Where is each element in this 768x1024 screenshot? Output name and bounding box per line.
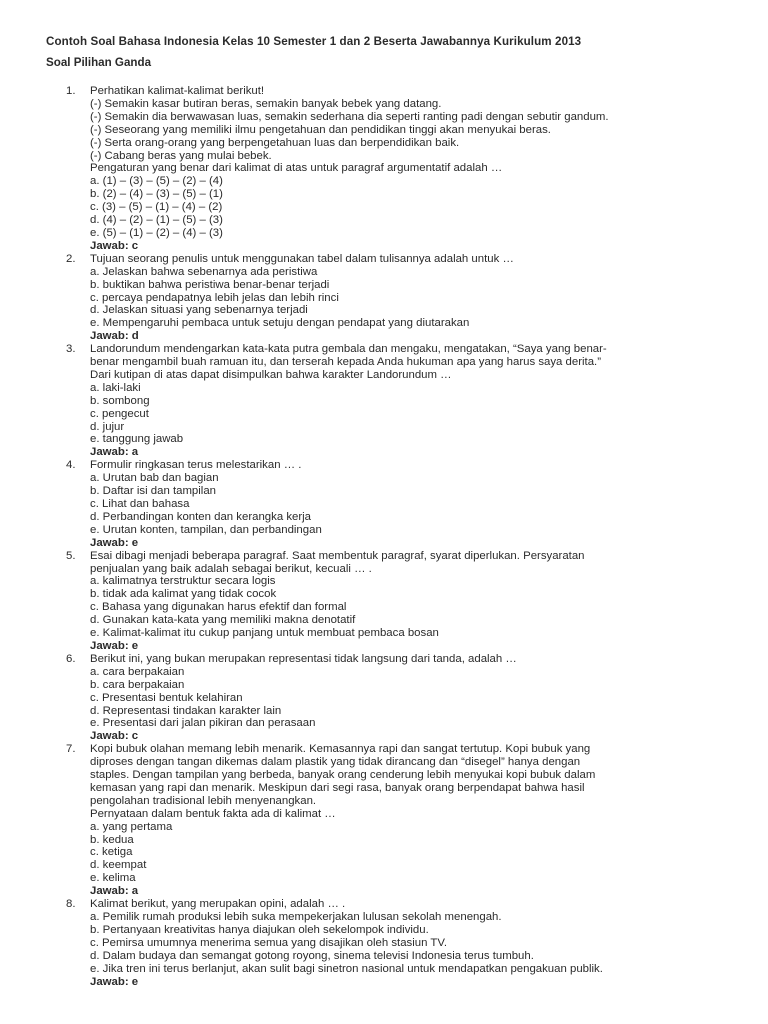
answer-key: Jawab: c bbox=[90, 730, 139, 743]
answer-key: Jawab: e bbox=[90, 639, 139, 652]
answer-option: c. ketiga bbox=[90, 846, 133, 859]
question-number: 3. bbox=[66, 343, 76, 356]
answer-option: b. cara berpakaian bbox=[90, 678, 185, 691]
question-stem: Tujuan seorang penulis untuk menggunakan tabel dalam tulisannya adalah untuk … bbox=[90, 252, 514, 265]
question-statement: (-) Serta orang-orang yang berpengetahuan luas dan berpendidikan baik. bbox=[90, 136, 460, 149]
question-stem: Perhatikan kalimat-kalimat berikut! bbox=[90, 85, 265, 97]
answer-option: d. Dalam budaya dan semangat gotong royong, sinema televisi Indonesia terus tumbuh. bbox=[90, 949, 534, 962]
answer-key: Jawab: c bbox=[90, 239, 139, 252]
answer-key: Jawab: e bbox=[90, 536, 139, 549]
question-stem: Kalimat berikut, yang merupakan opini, adalah … . bbox=[90, 898, 346, 911]
question-stem: Landorundum mendengarkan kata-kata putra gembala dan mengaku, mengatakan, “Saya yang benar- bbox=[90, 343, 607, 356]
question-stem: benar mengambil buah ramuan itu, dan terserah kepada Anda hukuman apa yang harus saya derita.” bbox=[90, 356, 602, 369]
question-number: 1. bbox=[66, 85, 76, 97]
question-item bbox=[66, 653, 746, 743]
answer-option: c. (3) – (5) – (1) – (4) – (2) bbox=[90, 201, 223, 214]
answer-option: b. Daftar isi dan tampilan bbox=[90, 485, 216, 498]
answer-key: Jawab: a bbox=[90, 885, 139, 898]
question-number: 2. bbox=[66, 252, 76, 265]
question-number: 8. bbox=[66, 898, 76, 911]
question-statement: Pengaturan yang benar dari kalimat di atas untuk paragraf argumentatif adalah … bbox=[90, 162, 503, 175]
question-item bbox=[66, 459, 746, 549]
question-item bbox=[66, 85, 746, 253]
question-stem: Esai dibagi menjadi beberapa paragraf. Saat membentuk paragraf, syarat diperlukan. Persyaratan bbox=[90, 549, 585, 562]
question-number: 6. bbox=[66, 652, 76, 665]
answer-option: e. tanggung jawab bbox=[90, 433, 184, 446]
question-stem: Berikut ini, yang bukan merupakan representasi tidak langsung dari tanda, adalah … bbox=[90, 652, 517, 665]
question-stem: kemasan yang rapi dan menarik. Meskipun dari segi rasa, banyak orang berpendapat bahwa hasil bbox=[90, 781, 585, 794]
answer-option: d. Representasi tindakan karakter lain bbox=[90, 704, 282, 717]
answer-option: e. Mempengaruhi pembaca untuk setuju dengan pendapat yang diutarakan bbox=[90, 317, 470, 330]
question-item bbox=[66, 898, 746, 988]
question-stem: diproses dengan tangan dikemas dalam plastik yang tidak dirancang dan “disegel” hanya dengan bbox=[90, 756, 581, 769]
question-number: 7. bbox=[66, 743, 76, 756]
question-stem: Kopi bubuk olahan memang lebih menarik. Kemasannya rapi dan sangat tertutup. Kopi bubuk yang bbox=[90, 743, 591, 756]
question-item bbox=[66, 550, 746, 653]
answer-option: d. jujur bbox=[90, 420, 125, 433]
answer-option: c. Bahasa yang digunakan harus efektif dan formal bbox=[90, 601, 347, 614]
answer-option: a. kalimatnya terstruktur secara logis bbox=[90, 575, 276, 588]
answer-key: Jawab: e bbox=[90, 975, 139, 988]
question-number: 5. bbox=[66, 549, 76, 562]
question-statement: (-) Semakin kasar butiran beras, semakin banyak bebek yang datang. bbox=[90, 97, 442, 110]
answer-option: b. kedua bbox=[90, 833, 134, 846]
question-number: 4. bbox=[66, 459, 76, 472]
question-stem: Dari kutipan di atas dapat disimpulkan bahwa karakter Landorundum … bbox=[90, 368, 452, 381]
question-stem: Formulir ringkasan terus melestarikan … . bbox=[90, 459, 302, 472]
question-statement: (-) Cabang beras yang mulai bebek. bbox=[90, 149, 272, 162]
question-stem: Pernyataan dalam bentuk fakta ada di kalimat … bbox=[90, 807, 336, 820]
answer-option: e. Presentasi dari jalan pikiran dan perasaan bbox=[90, 717, 316, 730]
answer-option: a. laki-laki bbox=[90, 381, 141, 394]
answer-option: c. Presentasi bentuk kelahiran bbox=[90, 691, 243, 704]
question-stem: staples. Dengan tampilan yang berbeda, banyak orang cenderung lebih menyukai kopi bubuk dalam bbox=[90, 769, 596, 782]
answer-option: c. Lihat dan bahasa bbox=[90, 498, 190, 510]
answer-option: a. cara berpakaian bbox=[90, 665, 185, 678]
answer-key: Jawab: d bbox=[90, 330, 139, 343]
answer-option: e. (5) – (1) – (2) – (4) – (3) bbox=[90, 226, 223, 239]
question-statement: (-) Semakin dia berwawasan luas, semakin sederhana dia seperti ranting padi dengan sebutir gandum. bbox=[90, 110, 609, 123]
answer-option: d. Jelaskan situasi yang sebenarnya terjadi bbox=[90, 304, 308, 317]
answer-option: c. Pemirsa umumnya menerima semua yang disajikan oleh stasiun TV. bbox=[90, 936, 448, 949]
answer-option: e. Kalimat-kalimat itu cukup panjang untuk membuat pembaca bosan bbox=[90, 627, 439, 640]
answer-option: a. Pemilik rumah produksi lebih suka mempekerjakan lulusan sekolah menengah. bbox=[90, 911, 502, 923]
answer-option: c. pengecut bbox=[90, 407, 149, 420]
document-title: Contoh Soal Bahasa Indonesia Kelas 10 Semester 1 dan 2 Beserta Jawabannya Kurikulum 2013 bbox=[46, 35, 582, 48]
question-stem: pengolahan tradisional lebih menyenangkan. bbox=[90, 794, 317, 807]
answer-option: d. keempat bbox=[90, 859, 147, 872]
answer-option: d. (4) – (2) – (1) – (5) – (3) bbox=[90, 214, 223, 227]
answer-option: c. percaya pendapatnya lebih jelas dan lebih rinci bbox=[90, 291, 339, 304]
question-statement: (-) Seseorang yang memiliki ilmu pengetahuan dan pendidikan tinggi akan menyukai beras. bbox=[90, 123, 551, 136]
answer-option: b. buktikan bahwa peristiwa benar-benar terjadi bbox=[90, 278, 330, 291]
question-item bbox=[66, 343, 746, 459]
question-item bbox=[66, 743, 746, 898]
question-list bbox=[66, 85, 746, 988]
answer-option: e. Jika tren ini terus berlanjut, akan sulit bagi sinetron nasional untuk mendapatkan pengakuan publik. bbox=[90, 962, 603, 975]
answer-option: b. sombong bbox=[90, 394, 150, 407]
answer-key: Jawab: a bbox=[90, 446, 139, 459]
answer-option: a. Jelaskan bahwa sebenarnya ada peristiwa bbox=[90, 265, 318, 278]
answer-option: d. Gunakan kata-kata yang memiliki makna denotatif bbox=[90, 614, 356, 627]
answer-option: a. (1) – (3) – (5) – (2) – (4) bbox=[90, 175, 223, 188]
answer-option: b. (2) – (4) – (3) – (5) – (1) bbox=[90, 188, 223, 201]
answer-option: b. tidak ada kalimat yang tidak cocok bbox=[90, 588, 277, 601]
answer-option: a. Urutan bab dan bagian bbox=[90, 472, 219, 485]
answer-option: e. Urutan konten, tampilan, dan perbandingan bbox=[90, 523, 322, 536]
question-stem: penjualan yang baik adalah sebagai berikut, kecuali … . bbox=[90, 562, 372, 575]
question-item bbox=[66, 253, 746, 343]
answer-option: b. Pertanyaan kreativitas hanya diajukan oleh sekelompok individu. bbox=[90, 923, 429, 936]
answer-option: e. kelima bbox=[90, 872, 136, 885]
answer-option: d. Perbandingan konten dan kerangka kerja bbox=[90, 510, 312, 523]
section-title: Soal Pilihan Ganda bbox=[46, 56, 152, 69]
answer-option: a. yang pertama bbox=[90, 820, 173, 833]
